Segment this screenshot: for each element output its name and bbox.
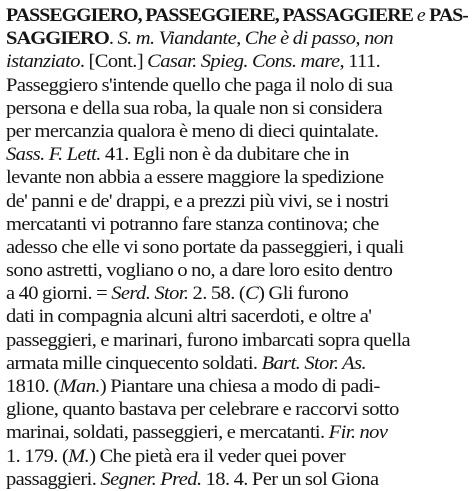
text-run: levante non abbia a essere maggiore la spedizione — [6, 167, 384, 189]
text-run: ) Che pietà era il veder quei pover — [89, 445, 346, 467]
text-line — [6, 282, 468, 305]
text-line — [6, 329, 468, 352]
text-run: 41. Egli non è da dubitare che in — [100, 144, 349, 166]
text-line — [6, 4, 468, 27]
text-line — [6, 74, 468, 97]
text-line — [6, 50, 468, 73]
text-line — [6, 27, 468, 50]
text-run: dati in compagnia alcuni altri sacerdoti, e oltre a' — [6, 306, 372, 328]
text-line — [6, 143, 468, 166]
italic-text: C — [245, 283, 259, 305]
text-line — [6, 421, 468, 444]
text-run: per mercanzia qualora è meno di dieci quintalate. — [6, 120, 379, 142]
text-run: 18. 4. Per un sol Giona — [201, 468, 379, 490]
text-run: marinai, soldati, passeggieri, e mercatanti. — [6, 422, 329, 444]
text-run: 1810. ( — [6, 376, 60, 397]
text-line — [6, 120, 468, 143]
text-run: 1. 179. ( — [6, 445, 69, 467]
text-line — [6, 213, 468, 236]
text-line — [6, 305, 468, 328]
text-line — [6, 375, 468, 398]
text-line — [6, 468, 468, 491]
text-line — [6, 236, 468, 259]
headword: SAGGIERO — [6, 28, 109, 50]
italic-text: Sass. F. Lett. — [6, 144, 101, 166]
text-run: adesso che elle vi sono portate da passeggieri, i quali — [6, 236, 404, 258]
italic-text: e — [412, 5, 430, 26]
headword: PASSEGGIERO, PASSEGGIERE, PASSAGGIERE — [6, 5, 413, 26]
italic-text: Casar. Spieg. Cons. mare — [147, 51, 340, 73]
text-run: 2. 58. ( — [188, 283, 246, 305]
text-line — [6, 352, 468, 375]
italic-text: Segner. Pred. — [100, 468, 202, 490]
text-run: . — [108, 28, 118, 50]
text-run: mercatanti vi potranno fare stanza continova; che — [6, 213, 379, 235]
text-run: ) Gli furono — [258, 283, 349, 305]
text-run: armata mille cinquecento soldati. — [6, 352, 262, 374]
italic-text: istanziato — [6, 51, 80, 73]
text-line — [6, 97, 468, 120]
text-line — [6, 166, 468, 189]
text-run: , 111. — [339, 51, 381, 73]
text-run: persona e della sua roba, la quale non si considera — [6, 97, 383, 119]
headword: PAS- — [429, 5, 468, 26]
text-run: sono astretti, vogliano o no, a dare loro esito dentro — [6, 260, 393, 282]
text-run: Passeggiero s'intende quello che paga il nolo di sua — [6, 74, 393, 96]
italic-text: S. m. Viandante, Che è di passo, non — [117, 28, 394, 50]
text-run: . [Cont.] — [79, 51, 148, 73]
italic-text: Bart. Stor. As. — [261, 352, 367, 374]
text-line — [6, 190, 468, 213]
text-run: de' panni e de' drappi, e a prezzi più vivi, se i nostri — [6, 190, 389, 212]
text-run: ) Piantare una chiesa a modo di padi- — [99, 376, 380, 397]
italic-text: Man. — [59, 376, 100, 397]
text-run: glione, quanto bastava per celebrare e raccorvi sotto — [6, 399, 399, 421]
italic-text: M. — [68, 445, 90, 467]
italic-text: Fir. nov — [328, 422, 388, 444]
text-run: a 40 giorni. = — [6, 283, 112, 305]
text-line — [6, 398, 468, 421]
text-run: passaggieri. — [6, 468, 101, 490]
text-run: passeggieri, e marinari, furono imbarcati sopra quella — [6, 329, 411, 351]
text-line — [6, 259, 468, 282]
text-line — [6, 445, 468, 468]
italic-text: Serd. Stor. — [111, 283, 189, 305]
